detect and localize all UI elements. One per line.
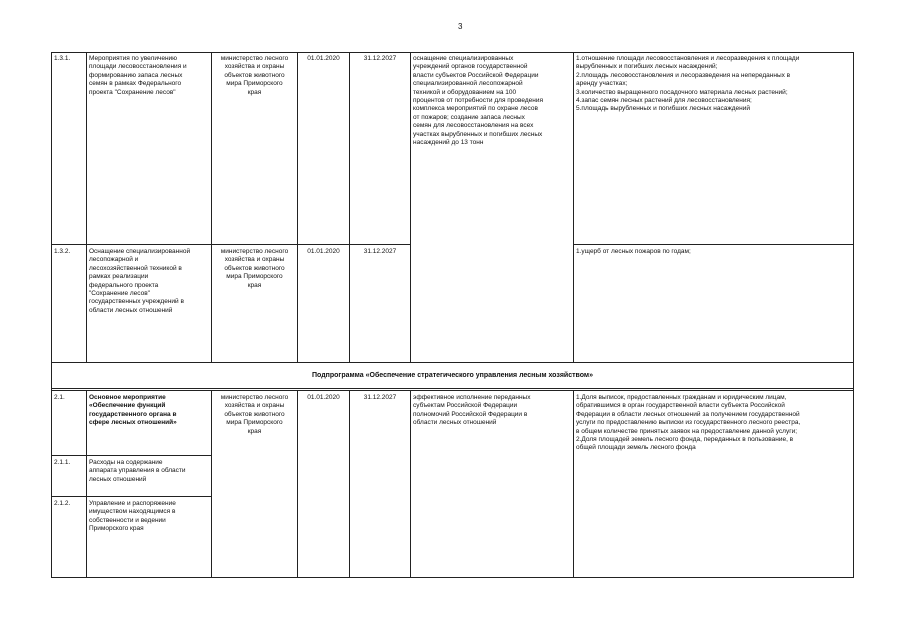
indicators: 1.Доля выписок, предоставленных гражданам и юридическим лицам, обратившимся в орган государственной власти субъекта Российской Федерации в области лесных отношений за получением государственной услуги по предоставлению выписки из государственного лесного реестра, в общем количестве принятых заявок на предоставление данной услуги; 2.Доля площадей земель лесного фонда, переданных в пользование, в общей площади земель лесного фонда <box>576 394 801 452</box>
col-divider <box>573 52 574 363</box>
table-border-top <box>51 52 854 53</box>
page-number: 3 <box>458 22 463 31</box>
row-number: 2.1. <box>54 394 65 401</box>
start-date: 01.01.2020 <box>307 55 340 62</box>
col-divider <box>211 52 212 363</box>
col-divider <box>297 52 298 363</box>
indicators: 1.ущерб от лесных пожаров по годам; <box>576 248 691 255</box>
table-border-right <box>853 52 854 578</box>
col-divider <box>349 391 350 578</box>
table-border-left <box>51 52 52 578</box>
row-number: 2.1.1. <box>54 459 71 466</box>
subprogram-divider <box>51 388 854 391</box>
col-divider <box>297 391 298 578</box>
row-divider <box>51 244 411 245</box>
activity-name: Управление и распоряжение имуществом находящимся в собственности и ведении Приморского края <box>89 500 176 533</box>
executor: министерство лесного хозяйства и охраны объектов животного мира Приморского края <box>220 55 289 96</box>
activity-name: Оснащение специализированной лесопожарной и лесохозяйственной техникой в рамках реализации федерального проекта "Сохранение лесов" государственных учреждений в области лесных отношений <box>89 248 191 314</box>
executor: министерство лесного хозяйства и охраны объектов животного мира Приморского края <box>220 394 289 435</box>
col-divider <box>573 391 574 578</box>
col-divider <box>86 52 87 363</box>
row-divider <box>51 496 212 497</box>
activity-name: Мероприятия по увеличению площади лесовосстановления и формированию запаса лесных семян в рамках Федерального проекта "Сохранение лесов" <box>89 55 187 96</box>
end-date: 31.12.2027 <box>363 55 397 62</box>
end-date: 31.12.2027 <box>363 248 397 255</box>
end-date: 31.12.2027 <box>363 394 397 401</box>
executor: министерство лесного хозяйства и охраны объектов животного мира Приморского края <box>220 248 289 289</box>
start-date: 01.01.2020 <box>307 248 340 255</box>
row-number: 2.1.2. <box>54 500 71 507</box>
expected-result: эффективное исполнение переданных субъектам Российской Федерации полномочий Российской Федерации в области лесных отношений <box>413 394 531 427</box>
row-divider <box>51 455 212 456</box>
col-divider <box>86 391 87 578</box>
expected-result: оснащение специализированных учреждений органов государственной власти субъектов Российской Федерации специализированной лесопожарной техникой и оборудованием на 100 процентов от потребности для проведения комплекса мероприятий по охране лесов от пожаров; создание запаса лесных семян для лесовосстановления на всех участках вырубленных и погибших лесных насаждений до 13 тонн <box>413 55 544 147</box>
indicators: 1.отношение площади лесовосстановления и лесоразведения к площади вырубленных и погибших лесных насаждений; 2.площадь лесовосстановления и лесоразведения на непереданных в аренду участках; 3.количество выращенного посадочного материала лесных растений; 4.запас семян лесных растений для лесовосстановления; 5.площадь вырубленных и погибших лесных насаждений <box>576 55 800 113</box>
col-divider <box>410 52 411 363</box>
table-border-bottom <box>51 577 854 578</box>
col-divider <box>349 52 350 363</box>
activity-name: Основное мероприятие «Обеспечение функций государственного органа в сфере лесных отношений» <box>89 394 177 427</box>
col-divider <box>410 391 411 578</box>
row-number: 1.3.2. <box>54 248 71 255</box>
start-date: 01.01.2020 <box>307 394 340 401</box>
subprogram-title: Подпрограмма «Обеспечение стратегического управления лесным хозяйством» <box>311 372 593 379</box>
row-divider <box>51 362 854 363</box>
row-divider <box>574 244 854 245</box>
activity-name: Расходы на содержание аппарата управления в области лесных отношений <box>89 459 186 483</box>
row-number: 1.3.1. <box>54 55 71 62</box>
program-table <box>51 52 854 578</box>
